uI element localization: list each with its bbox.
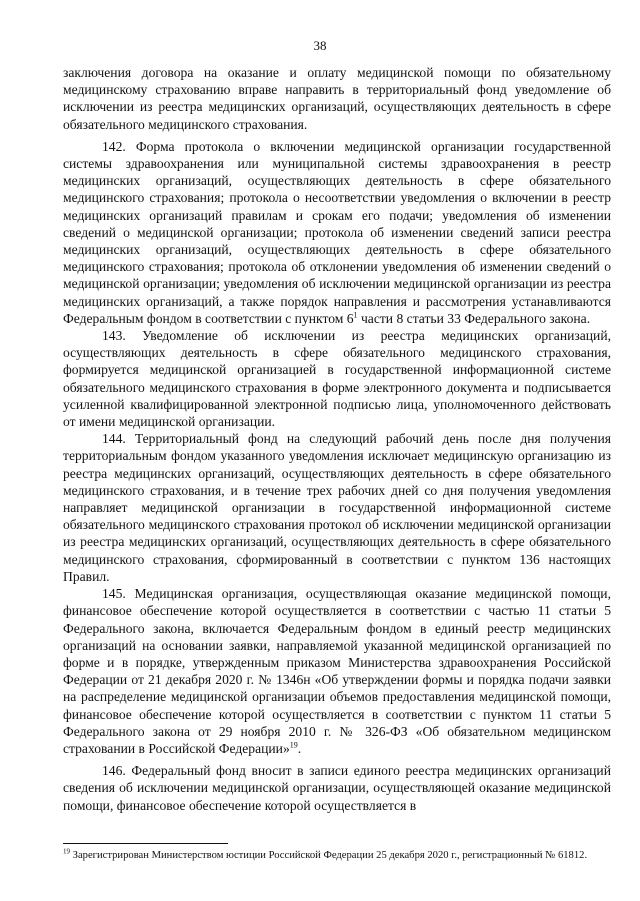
paragraph-number: 143. (102, 328, 126, 344)
paragraph-142: 142. Форма протокола о включении медицинской организации государственной системы здравоохранения или муниципальной системы здравоохранения в реестр медицинских организаций, осуществляющих деятельность в сфере обязательного медицинского страхования; протокола о несоответствии уведомления о включении в реестр медицинских организаций правилам и срокам его подачи; уведомления об изменении сведений о медицинской организации; протокола об изменении сведений записи реестра медицинских организаций, осуществляющих деятельность в сфере обязательного медицинского страхования; протокола об отклонении уведомления об изменении сведений о медицинской организации; уведомления об исключении медицинской организации из реестра медицинских организаций, а также порядок направления и рассмотрения устанавливаются Федеральным фондом в соответствии с пунктом $6^1$ части 8 статьи 33 Федерального закона. (63, 138, 611, 326)
superscript-mark: 1 (353, 310, 358, 320)
footnote-mark: 19 (63, 847, 70, 856)
page-number: 38 (313, 38, 327, 53)
footnote-reference: 19 (289, 740, 298, 750)
body-text (63, 64, 611, 814)
paragraph-number: 144. (102, 431, 126, 447)
footnote-divider (63, 843, 228, 844)
footnote (63, 849, 611, 862)
paragraph-continuation: заключения договора на оказание и оплату медицинской помощи по обязательному медицинскому страхованию вправе направить в территориальный фонд уведомление об исключении из реестра медицинских организаций, осуществляющих деятельность в сфере обязательного медицинского страхования. (63, 65, 611, 132)
paragraph-146: 146. Федеральный фонд вносит в записи единого реестра медицинских организаций сведения об исключении медицинской организации, осуществляющей оказание медицинской помощи, финансовое обеспечение которой осуществляется в (63, 763, 611, 813)
paragraph-143: 143. Уведомление об исключении из реестра медицинских организаций, осуществляющих деятельность в сфере обязательного медицинского страхования, формируется медицинской организацией в государственной информационной системе обязательного медицинского страхования в форме электронного документа и подписывается усиленной квалифицированной электронной подписью лица, уполномоченного действовать от имени медицинской организации. (63, 328, 611, 430)
paragraph-144: 144. Территориальный фонд на следующий рабочий день после дня получения территориальным фондом указанного уведомления исключает медицинскую организацию из реестра медицинских организаций, осуществляющих деятельность в сфере обязательного медицинского страхования, и в течение трех рабочих дней со дня получения уведомления направляет медицинской организации в государственной информационной системе обязательного медицинского страхования протокол об исключении медицинской организации из реестра медицинских организаций, осуществляющих деятельность в сфере обязательного медицинского страхования, сформированный в соответствии с пунктом 136 настоящих Правил. (63, 431, 611, 584)
paragraph-number: 145. (102, 586, 126, 602)
paragraph-number: 146. (102, 763, 126, 779)
footnote-text: Зарегистрирован Министерством юстиции Российской Федерации 25 декабря 2020 г., регистрационный № 61812. (72, 850, 588, 861)
paragraph-number: 142. (102, 138, 126, 154)
paragraph-145: 145. Медицинская организация, осуществляющая оказание медицинской помощи, финансовое обеспечение которой осуществляется в соответствии с частью 11 статьи 5 Федерального закона, включается Федеральным фондом в единый реестр медицинских организаций на основании заявки, направляемой указанной медицинской организацией по форме и в порядке, утвержденным приказом Министерства здравоохранения Российской Федерации от 21 декабря 2020 г. № 1346н «Об утверждении формы и порядка подачи заявки на распределение медицинской организации объемов предоставления медицинской помощи, финансовое обеспечение которой осуществляется в соответствии с пунктом 11 статьи 5 Федерального закона от 29 ноября 2010 г. № 326-ФЗ «Об обязательном медицинском страховании в Российской Федерации»$^{19}$. (63, 586, 611, 756)
